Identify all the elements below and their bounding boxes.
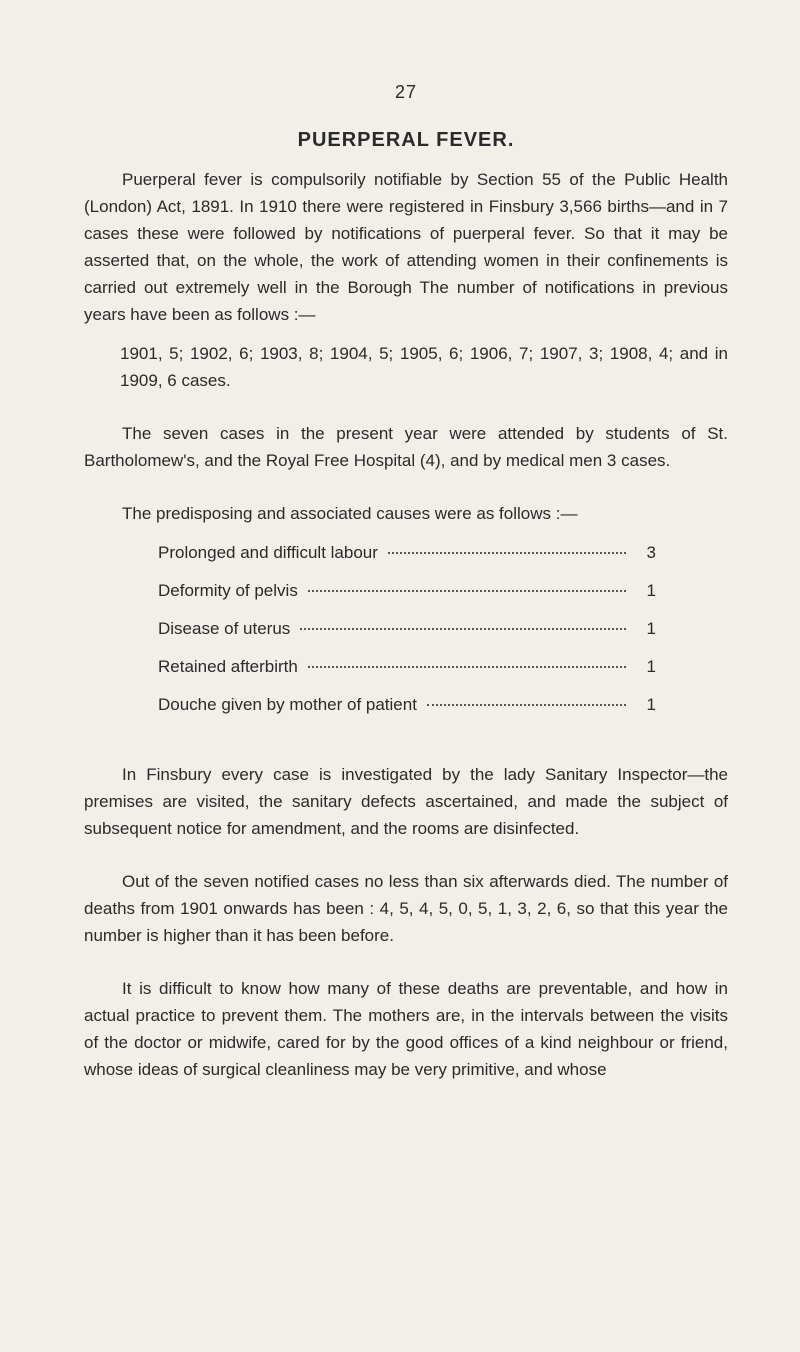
cause-row — [158, 695, 656, 733]
paragraph-attendance: The seven cases in the present year were attended by students of St. Bartholomew's, and the Royal Free Hospital (4), and by medical men 3 cases. — [84, 424, 728, 470]
cause-row — [158, 543, 656, 581]
cause-count: 1 — [646, 581, 656, 600]
leader-dots — [308, 590, 626, 592]
paragraph-investigation: In Finsbury every case is investigated by the lady Sanitary Inspector—the premises are visited, the sanitary defects ascertained, and made the subject of subsequent notice for amendment, and the rooms are disinfected. — [84, 765, 728, 838]
leader-dots — [300, 628, 626, 630]
leader-dots — [427, 704, 626, 706]
cause-count: 1 — [646, 695, 656, 714]
paragraph-notifiable: Puerperal fever is compulsorily notifiable by Section 55 of the Public Health (London) Act, 1891. In 1910 there were registered in Finsbury 3,566 births—and in 7 cases these were followed by notifications of puerperal fever. So that it may be asserted that, on the whole, the work of attending women in their confinements is carried out extremely well in the Borough The number of notifications in previous years have been as follows :— — [84, 170, 728, 324]
cause-label: Retained afterbirth — [158, 657, 298, 676]
page-number: 27 — [394, 82, 418, 102]
cause-count: 3 — [646, 543, 656, 562]
cause-row — [158, 619, 656, 657]
paragraph-deaths: Out of the seven notified cases no less than six afterwards died. The number of deaths from 1901 onwards has been : 4, 5, 4, 5, 0, 5, 1, 3, 2, 6, so that this year the number is higher than it has been before. — [84, 872, 728, 945]
cause-label: Douche given by mother of patient — [158, 695, 417, 714]
paragraph-previous-years: 1901, 5; 1902, 6; 1903, 8; 1904, 5; 1905, 6; 1906, 7; 1907, 3; 1908, 4; and in 1909, 6 cases. — [120, 344, 728, 390]
cause-label: Disease of uterus — [158, 619, 291, 638]
leader-dots — [308, 666, 626, 668]
leader-dots — [388, 552, 626, 554]
cause-label: Prolonged and difficult labour — [158, 543, 378, 562]
paragraph-preventable: It is difficult to know how many of these deaths are preventable, and how in actual practice to prevent them. The mothers are, in the intervals between the visits of the doctor or midwife, cared for by the good offices of a kind neighbour or friend, whose ideas of surgical cleanliness may be very primitive, and whose — [84, 979, 728, 1079]
cause-label: Deformity of pelvis — [158, 581, 298, 600]
cause-row — [158, 657, 656, 695]
cause-count: 1 — [646, 657, 656, 676]
cause-count: 1 — [646, 619, 656, 638]
section-title: PUERPERAL FEVER. — [297, 129, 515, 151]
causes-list — [158, 543, 656, 733]
paragraph-causes-intro: The predisposing and associated causes were as follows :— — [122, 504, 578, 523]
cause-row — [158, 581, 656, 619]
